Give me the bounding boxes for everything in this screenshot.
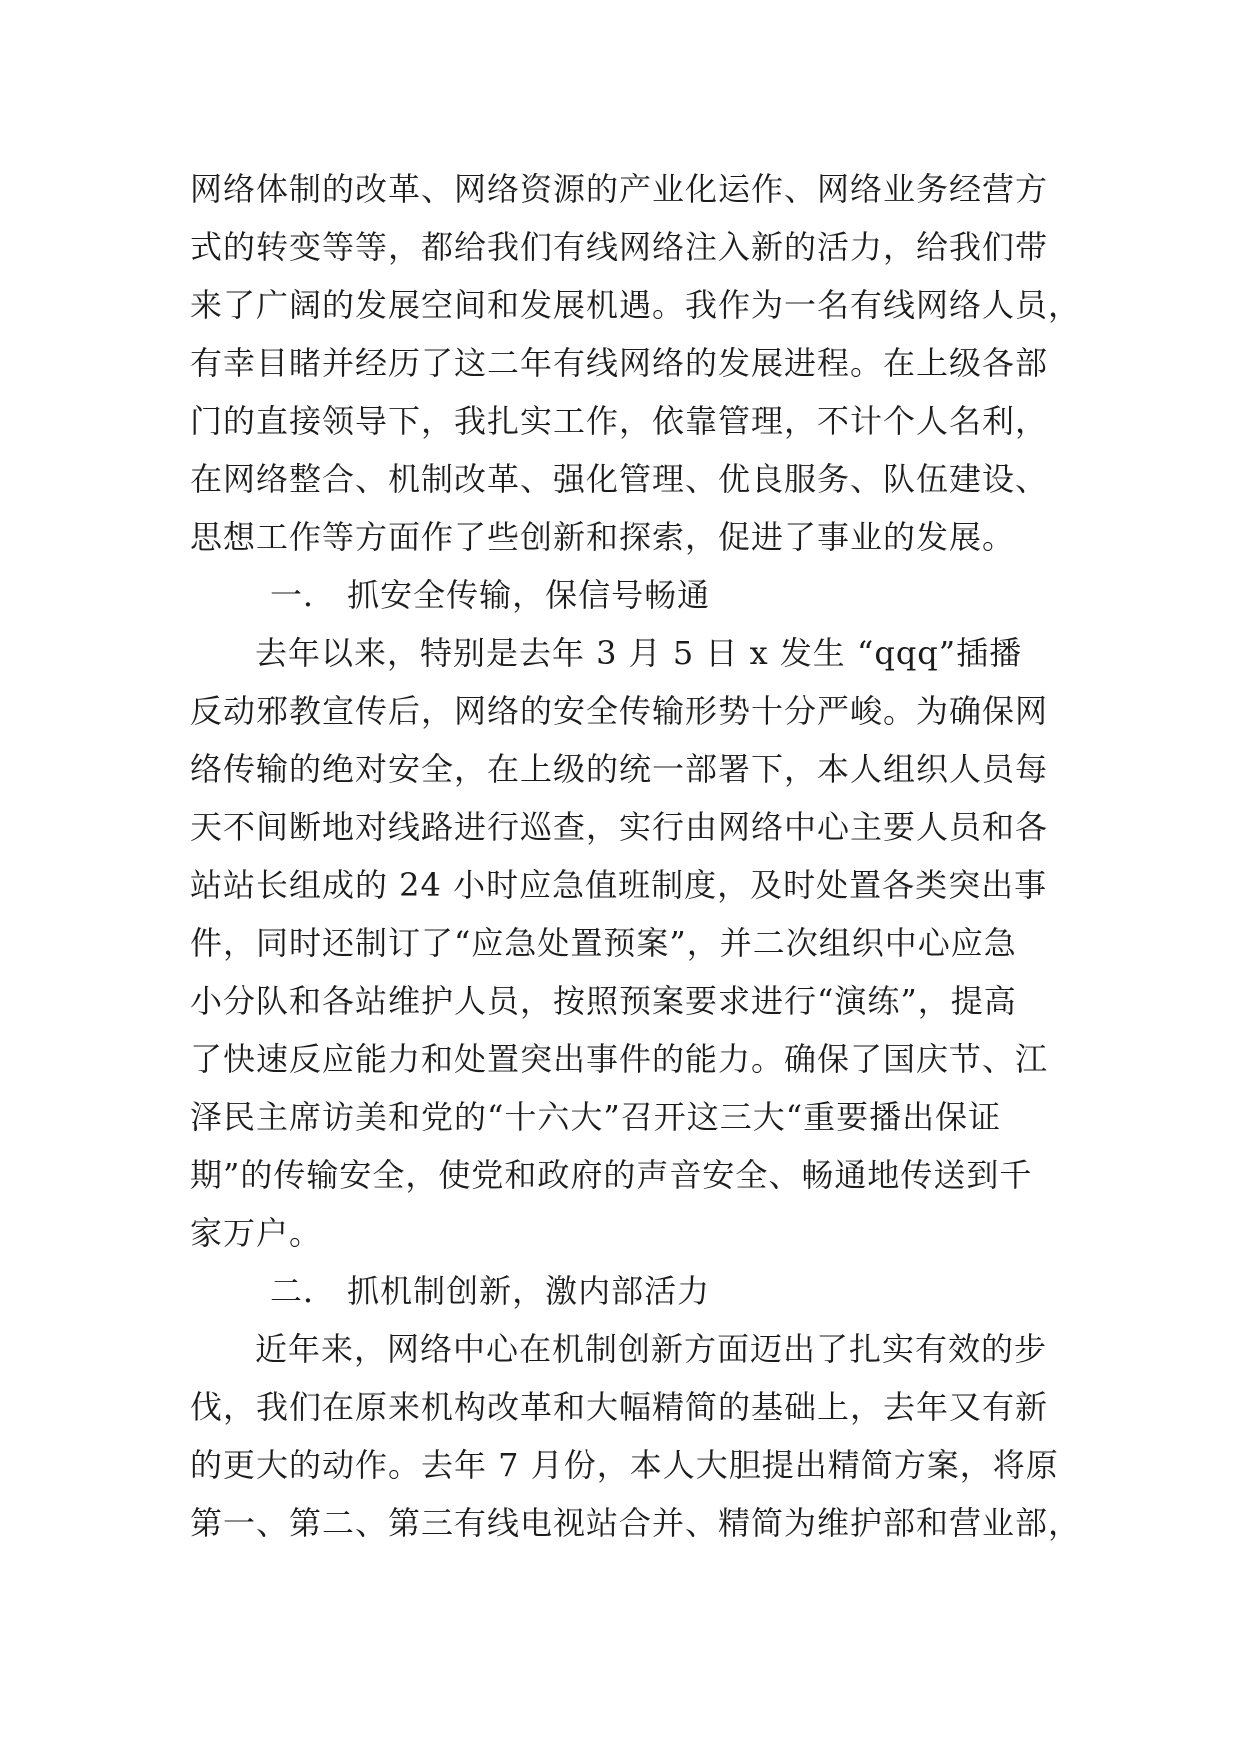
text-line: 络传输的绝对安全，在上级的统一部署下，本人组织人员每 (190, 750, 1049, 788)
text-line: 泽民主席访美和党的“十六大”召开这三大“重要播出保证 (190, 1098, 1002, 1136)
text-line: 天不间断地对线路进行巡查，实行由网络中心主要人员和各 (190, 808, 1049, 846)
text-line: 第一、第二、第三有线电视站合并、精简为维护部和营业部， (190, 1504, 1082, 1542)
text-line: 门的直接领导下，我扎实工作，依靠管理，不计个人名利， (190, 402, 1049, 440)
text-line: 来了广阔的发展空间和发展机遇。我作为一名有线网络人员， (190, 286, 1082, 324)
text-line: 了快速反应能力和处置突出事件的能力。确保了国庆节、江 (190, 1040, 1049, 1078)
text-line: 网络体制的改革、网络资源的产业化运作、网络业务经营方 (190, 170, 1049, 208)
section-heading-2: 二． 抓机制创新，激内部活力 (270, 1272, 711, 1310)
text-line: 近年来，网络中心在机制创新方面迈出了扎实有效的步 (255, 1330, 1048, 1368)
text-line: 家万户。 (190, 1214, 323, 1252)
text-line: 小分队和各站维护人员，按照预案要求进行“演练”，提高 (190, 982, 1017, 1020)
text-line: 有幸目睹并经历了这二年有线网络的发展进程。在上级各部 (190, 344, 1049, 382)
body-text (190, 160, 1090, 1552)
text-line: 反动邪教宣传后，网络的安全传输形势十分严峻。为确保网 (190, 692, 1049, 730)
text-line: 在网络整合、机制改革、强化管理、优良服务、队伍建设、 (190, 460, 1049, 498)
text-line: 件，同时还制订了“应急处置预案”，并二次组织中心应急 (190, 924, 1017, 962)
text-line: 式的转变等等，都给我们有线网络注入新的活力，给我们带 (190, 228, 1049, 266)
text-line: 站站长组成的 24 小时应急值班制度，及时处置各类突出事 (190, 866, 1048, 904)
text-line: 期”的传输安全，使党和政府的声音安全、畅通地传送到千 (190, 1156, 1033, 1194)
text-line: 去年以来，特别是去年 3 月 5 日 x 发生 “qqq”插播 (255, 634, 1023, 672)
section-heading-1: 一． 抓安全传输，保信号畅通 (270, 576, 711, 614)
text-line: 伐，我们在原来机构改革和大幅精简的基础上，去年又有新 (190, 1388, 1049, 1426)
text-line: 思想工作等方面作了些创新和探索，促进了事业的发展。 (190, 518, 1016, 556)
text-line: 的更大的动作。去年 7 月份，本人大胆提出精简方案，将原 (190, 1446, 1059, 1484)
